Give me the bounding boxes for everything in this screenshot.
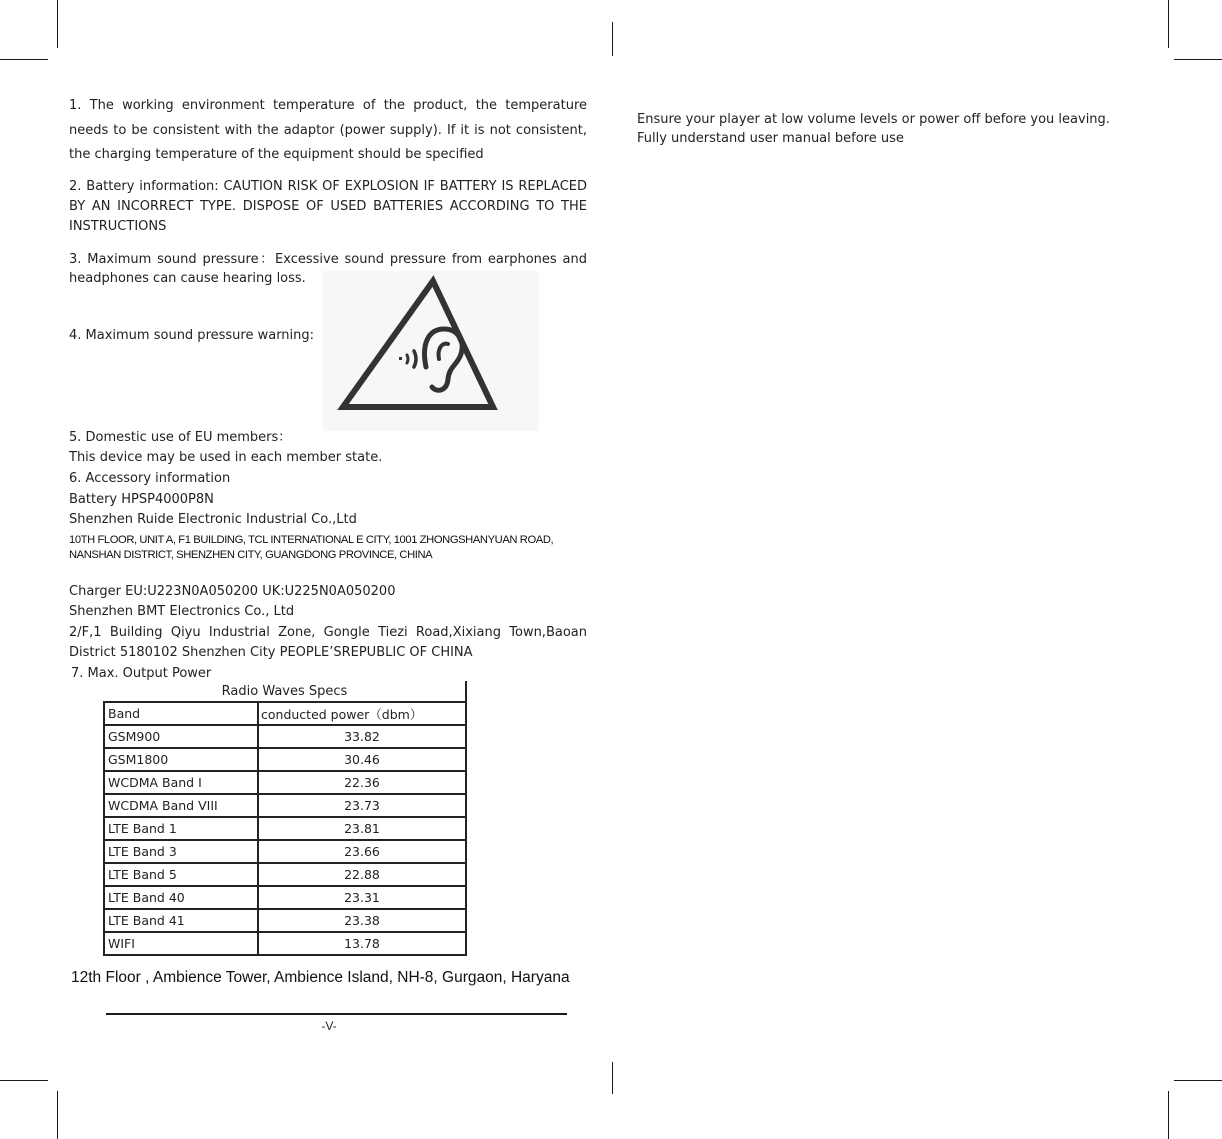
office-address: 12th Floor , Ambience Tower, Ambience Island, NH-8, Gurgaon, Haryana <box>71 969 570 986</box>
table-row <box>104 909 466 932</box>
item-3-sound-pressure: 3. Maximum sound pressure：Excessive sound pressure from earphones and headphones can cause hearing loss. <box>69 252 587 286</box>
conducted-power-cell: 13.78 <box>258 932 466 955</box>
header-band: Band <box>104 702 258 725</box>
table-row <box>104 748 466 771</box>
conducted-power-cell: 22.36 <box>258 771 466 794</box>
crop-mark <box>1168 1091 1169 1139</box>
crop-mark <box>0 59 48 60</box>
band-cell: LTE Band 40 <box>104 886 258 909</box>
table-row <box>104 886 466 909</box>
band-cell: WIFI <box>104 932 258 955</box>
item-2-battery-caution: 2. Battery information: CAUTION RISK OF EXPLOSION IF BATTERY IS REPLACED BY AN INCORRECT TYPE. DISPOSE OF USED BATTERIES ACCORDING TO THE INSTRUCTIONS <box>69 179 587 234</box>
charger-address-line-1: 2/F,1 Building Qiyu Industrial Zone, Gongle Tiezi Road,Xixiang Town,Baoan <box>69 625 587 640</box>
table-row <box>104 840 466 863</box>
radio-waves-specs-table <box>103 681 467 956</box>
table-row <box>104 863 466 886</box>
crop-mark <box>0 1080 48 1081</box>
charger-address-line-2: District 5180102 Shenzhen City PEOPLE’SREPUBLIC OF CHINA <box>69 645 473 660</box>
crop-mark <box>57 1091 58 1139</box>
item-5-eu-text: This device may be used in each member state. <box>69 450 383 465</box>
band-cell: LTE Band 41 <box>104 909 258 932</box>
table-row <box>104 817 466 840</box>
band-cell: GSM900 <box>104 725 258 748</box>
band-cell: LTE Band 5 <box>104 863 258 886</box>
crop-mark <box>612 22 613 56</box>
crop-mark <box>1174 59 1222 60</box>
band-cell: LTE Band 3 <box>104 840 258 863</box>
right-volume-note: Ensure your player at low volume levels or power off before you leaving. <box>637 112 1110 127</box>
crop-mark <box>1168 0 1169 48</box>
conducted-power-cell: 23.31 <box>258 886 466 909</box>
conducted-power-cell: 33.82 <box>258 725 466 748</box>
battery-manufacturer-address: 10TH FLOOR, UNIT A, F1 BUILDING, TCL INTERNATIONAL E CITY, 1001 ZHONGSHANYUAN ROAD, NANSHAN DISTRICT, SHENZHEN CITY, GUANGDONG PROVINCE, CHINA <box>69 534 554 561</box>
ear-hearing-loss-warning-icon <box>323 271 539 431</box>
band-cell: GSM1800 <box>104 748 258 771</box>
table-row <box>104 771 466 794</box>
conducted-power-cell: 30.46 <box>258 748 466 771</box>
charger-model: Charger EU:U223N0A050200 UK:U225N0A050200 <box>69 584 396 599</box>
item-4-sound-warning: 4. Maximum sound pressure warning: <box>69 328 315 343</box>
header-conducted-power: conducted power（dbm） <box>258 702 466 725</box>
table-header-row <box>104 702 466 725</box>
table-row <box>104 932 466 955</box>
band-cell: WCDMA Band VIII <box>104 794 258 817</box>
battery-model: Battery HPSP4000P8N <box>69 492 214 507</box>
band-cell: LTE Band 1 <box>104 817 258 840</box>
conducted-power-cell: 23.38 <box>258 909 466 932</box>
footer-divider <box>106 1013 567 1015</box>
charger-manufacturer: Shenzhen BMT Electronics Co., Ltd <box>69 604 295 619</box>
conducted-power-cell: 23.73 <box>258 794 466 817</box>
table-row <box>104 794 466 817</box>
table-caption: Radio Waves Specs <box>104 681 466 702</box>
item-1-temperature: 1. The working environment temperature of the product, the temperature needs to be consistent with the adaptor (power supply). If it is not consistent, the charging temperature of the equipment should be specified <box>69 98 587 162</box>
battery-manufacturer: Shenzhen Ruide Electronic Industrial Co.,Ltd <box>69 512 357 527</box>
page-number: -V- <box>321 1019 337 1033</box>
band-cell: WCDMA Band I <box>104 771 258 794</box>
crop-mark <box>57 0 58 48</box>
conducted-power-cell: 23.66 <box>258 840 466 863</box>
conducted-power-cell: 22.88 <box>258 863 466 886</box>
table-row <box>104 725 466 748</box>
item-7-output-power-title: 7. Max. Output Power <box>71 666 212 681</box>
right-manual-note: Fully understand user manual before use <box>637 131 904 146</box>
item-6-accessory-title: 6. Accessory information <box>69 471 231 486</box>
conducted-power-cell: 23.81 <box>258 817 466 840</box>
crop-mark <box>1174 1080 1222 1081</box>
item-5-eu-title: 5. Domestic use of EU members： <box>69 430 292 445</box>
crop-mark <box>612 1062 613 1094</box>
